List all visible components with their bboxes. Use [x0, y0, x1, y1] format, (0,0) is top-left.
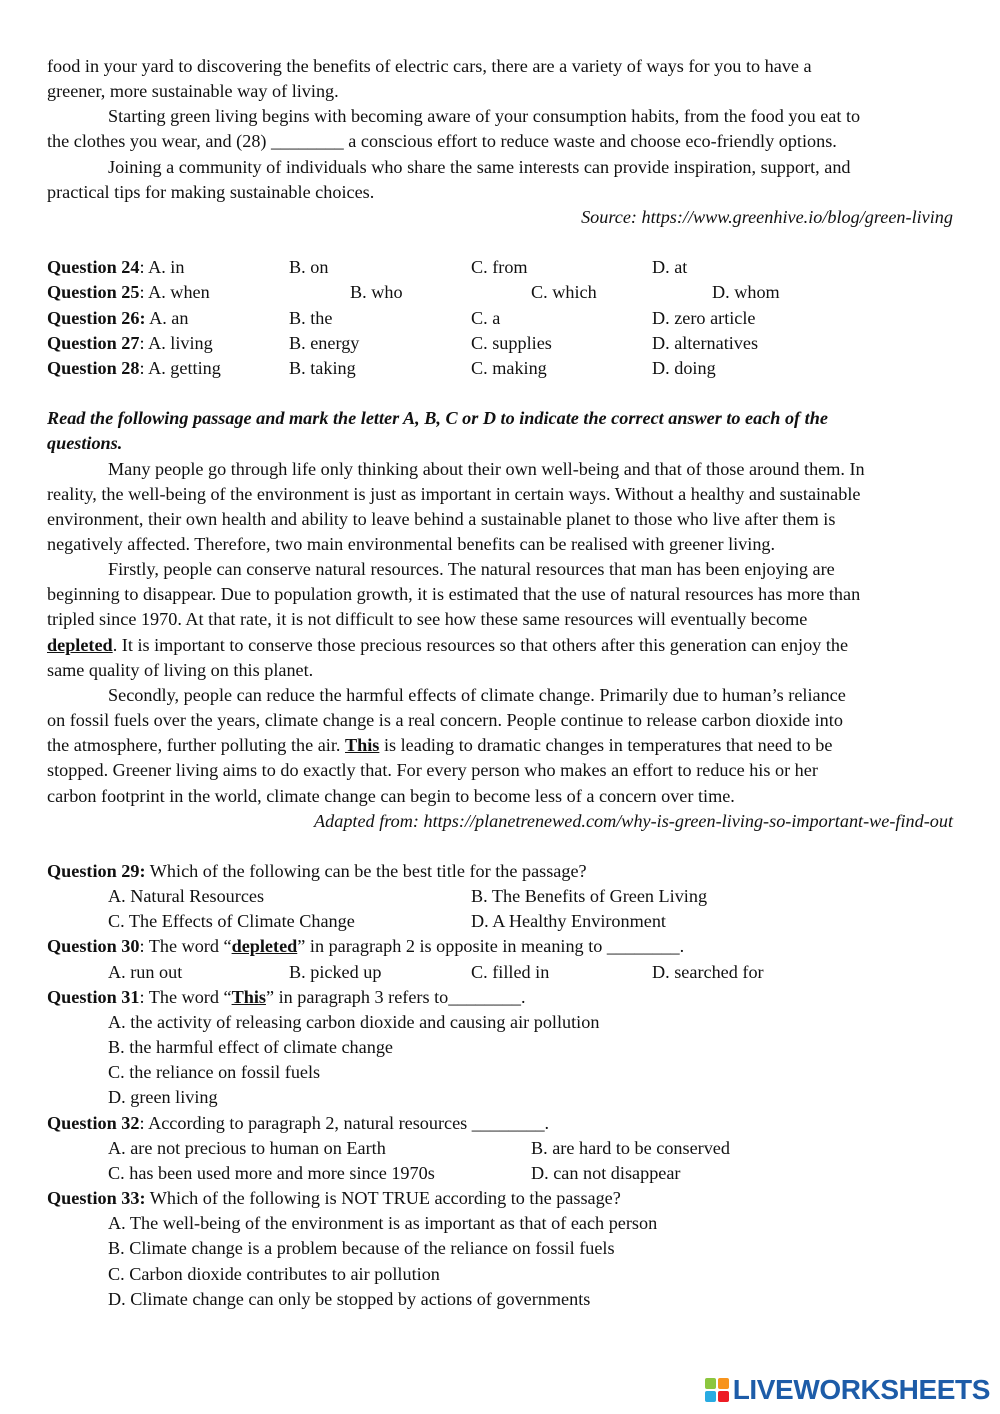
question-label-suffix: : [139, 357, 145, 378]
option-a: A. The well-being of the environment is as important as that of each person [108, 1213, 658, 1234]
passage-line: Starting green living begins with becoming aware of your consumption habits, from the food you eat to [108, 106, 861, 127]
liveworksheets-icon [705, 1378, 729, 1402]
option-c: C. from [471, 257, 528, 278]
option-a: A. are not precious to human on Earth [108, 1137, 386, 1158]
liveworksheets-logo[interactable] [705, 1374, 990, 1406]
option-row [47, 909, 953, 934]
passage-line: same quality of living on this planet. [47, 659, 314, 680]
option-a: A. getting [148, 357, 221, 378]
option-d: D. can not disappear [531, 1162, 681, 1183]
question-row [47, 331, 953, 356]
option-b: B. the [289, 307, 333, 328]
question-label: Question 28 [47, 357, 140, 378]
option-row [47, 884, 953, 909]
blank-line [47, 381, 953, 406]
option-d: D. doing [652, 357, 716, 378]
instruction-line: Read the following passage and mark the letter A, B, C or D to indicate the correct answer to each of the [47, 408, 828, 429]
passage-line: reality, the well-being of the environment is just as important in certain ways. Without a healthy and sustainable [47, 483, 861, 504]
option-c: C. has been used more and more since 1970s [108, 1162, 435, 1183]
question-stem [47, 1186, 953, 1211]
question-label: Question 30 [47, 936, 140, 957]
option-c: C. filled in [471, 961, 550, 982]
option-d: D. Climate change can only be stopped by actions of governments [108, 1288, 591, 1309]
passage-line: negatively affected. Therefore, two main environmental benefits can be realised with greener living. [47, 533, 776, 554]
option-b: B. Climate change is a problem because of the reliance on fossil fuels [108, 1238, 615, 1259]
reading-passage [47, 457, 953, 834]
passage-line [47, 633, 953, 658]
option-b: B. who [350, 282, 403, 303]
question-stem [47, 859, 953, 884]
logo-block [718, 1391, 729, 1402]
passage-line: Many people go through life only thinking about their own well-being and that of those around them. In [108, 458, 865, 479]
question-text: The word “ [148, 936, 232, 957]
option-c: C. Carbon dioxide contributes to air pollution [108, 1263, 440, 1284]
question-row [47, 306, 953, 331]
passage-line: beginning to disappear. Due to population growth, it is estimated that the use of natural resources has more than [47, 584, 861, 605]
question-text: According to paragraph 2, natural resources ________. [148, 1112, 550, 1133]
reading-instruction [47, 406, 953, 456]
line-text: is leading to dramatic changes in temperatures that need to be [383, 735, 833, 756]
option-d: D. green living [108, 1087, 218, 1108]
option-d: D. A Healthy Environment [471, 911, 666, 932]
question-label-suffix: : [139, 936, 145, 957]
passage-line: greener, more sustainable way of living. [47, 81, 339, 102]
option-b: B. on [289, 257, 329, 278]
question-label-suffix: : [139, 257, 145, 278]
blank-line [47, 834, 953, 859]
passage-line: Joining a community of individuals who share the same interests can provide inspiration, support, and [108, 156, 851, 177]
option-b: B. energy [289, 332, 360, 353]
option-b: B. picked up [289, 961, 382, 982]
cloze-passage [47, 54, 953, 230]
option-d: D. searched for [652, 961, 764, 982]
keyword-depleted: depleted [47, 634, 113, 655]
option-a: A. run out [108, 961, 183, 982]
option-c: C. which [531, 282, 597, 303]
passage-line: stopped. Greener living aims to do exactly that. For every person who makes an effort to reduce his or her [47, 760, 818, 781]
question-text: ” in paragraph 3 refers to________. [265, 986, 526, 1007]
option-row [47, 960, 953, 985]
question-keyword: This [231, 986, 266, 1007]
question-label-suffix: : [139, 986, 145, 1007]
passage-line: food in your yard to discovering the benefits of electric cars, there are a variety of ways for you to have a [47, 56, 812, 76]
logo-block [705, 1391, 716, 1402]
option-d: D. alternatives [652, 332, 759, 353]
option-b: B. The Benefits of Green Living [471, 886, 708, 907]
option-c: C. The Effects of Climate Change [108, 911, 355, 932]
option-c: C. supplies [471, 332, 552, 353]
passage-line: Secondly, people can reduce the harmful effects of climate change. Primarily due to human’s reliance [108, 684, 846, 705]
blank-line [47, 230, 953, 255]
option-row [47, 1161, 953, 1186]
question-text: The word “ [148, 986, 232, 1007]
passage-line: tripled since 1970. At that rate, it is not difficult to see how these same resources will eventually become [47, 609, 808, 630]
cloze-questions [47, 255, 953, 381]
option-a: A. living [148, 332, 213, 353]
question-label: Question 32 [47, 1112, 140, 1133]
passage-line: on fossil fuels over the years, climate change is a real concern. People continue to release carbon dioxide into [47, 710, 843, 731]
option-a: A. when [148, 282, 210, 303]
question-label: Question 31 [47, 986, 140, 1007]
keyword-this: This [345, 735, 380, 756]
option-b: B. taking [289, 357, 356, 378]
question-label: Question 26: [47, 307, 146, 328]
line-text: the atmosphere, further polluting the air. [47, 735, 341, 756]
question-label: Question 27 [47, 332, 140, 353]
option-a: A. Natural Resources [108, 886, 265, 907]
passage-line [47, 733, 953, 758]
option-d: D. zero article [652, 307, 756, 328]
logo-block [705, 1378, 716, 1389]
question-label: Question 29: [47, 861, 146, 881]
logo-block [718, 1378, 729, 1389]
option-b: B. are hard to be conserved [531, 1137, 730, 1158]
question-label: Question 33: [47, 1188, 146, 1209]
option-c: C. making [471, 357, 547, 378]
option-a: A. an [149, 307, 189, 328]
passage-line: Firstly, people can conserve natural resources. The natural resources that man has been enjoying are [108, 559, 835, 580]
passage-line: environment, their own health and ability to leave behind a sustainable planet to those who live after them is [47, 508, 836, 529]
question-label-suffix: : [139, 332, 145, 353]
passage-source: Source: https://www.greenhive.io/blog/green-living [581, 206, 953, 227]
instruction-line: questions. [47, 433, 123, 454]
question-row [47, 255, 953, 280]
option-d: D. at [652, 257, 688, 278]
question-label: Question 24 [47, 257, 140, 278]
question-row [47, 280, 953, 305]
logo-text: LIVEWORKSHEETS [732, 1374, 990, 1405]
option-row [47, 1136, 953, 1161]
passage-line: practical tips for making sustainable choices. [47, 181, 375, 202]
option-b: B. the harmful effect of climate change [108, 1037, 393, 1058]
question-text: ” in paragraph 2 is opposite in meaning to ________. [297, 936, 685, 957]
question-label-suffix: : [139, 282, 145, 303]
question-stem [47, 1111, 953, 1136]
option-a: A. the activity of releasing carbon dioxide and causing air pollution [108, 1011, 600, 1032]
question-keyword: depleted [231, 936, 298, 957]
question-stem [47, 985, 953, 1010]
question-stem [47, 934, 953, 959]
option-c: C. a [471, 307, 501, 328]
option-a: A. in [148, 257, 185, 278]
line-text: . It is important to conserve those precious resources so that others after this generation can enjoy the [112, 634, 849, 655]
option-d: D. whom [712, 282, 780, 303]
question-label: Question 25 [47, 282, 140, 303]
question-row [47, 356, 953, 381]
passage-line: carbon footprint in the world, climate change can begin to become less of a concern over time. [47, 785, 735, 806]
question-text: Which of the following can be the best title for the passage? [149, 861, 587, 881]
option-c: C. the reliance on fossil fuels [108, 1062, 321, 1083]
worksheet-page [47, 54, 953, 1312]
question-label-suffix: : [139, 1112, 145, 1133]
reading-questions [47, 859, 953, 1312]
question-text: Which of the following is NOT TRUE according to the passage? [149, 1188, 621, 1209]
passage-source: Adapted from: https://planetrenewed.com/why-is-green-living-so-important-we-find-out [314, 810, 953, 831]
passage-line: the clothes you wear, and (28) ________ a conscious effort to reduce waste and choose eco-friendly options. [47, 131, 837, 152]
